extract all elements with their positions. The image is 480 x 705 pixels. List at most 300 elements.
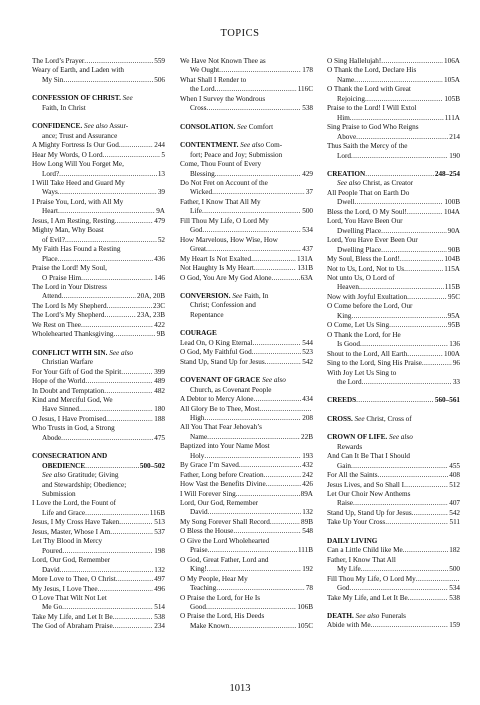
entry-title: Take Up Your Cross — [327, 518, 386, 527]
entry-title: Is Good — [337, 340, 360, 349]
entry-title: Abode — [42, 433, 62, 442]
index-entry — [327, 594, 460, 603]
dot-leader — [356, 396, 434, 405]
entry-title: O Come, Let Us Sing — [327, 321, 390, 330]
entry-page: 190 — [449, 151, 460, 160]
entry-page: 432 — [302, 461, 313, 470]
dot-leader — [113, 622, 154, 631]
index-entry-line: All People That on Earth Do — [327, 188, 410, 197]
index-entry — [180, 274, 313, 283]
dot-leader — [351, 152, 448, 161]
index-entry — [327, 57, 460, 66]
index-entry — [180, 546, 313, 555]
dot-leader — [351, 462, 448, 471]
entry-title: Raise — [337, 499, 353, 508]
dot-leader — [381, 227, 446, 236]
index-entry — [180, 104, 313, 113]
entry-title: My Song Forever Shall Record — [180, 517, 270, 526]
entry-title: Lead On, O King Eternal — [180, 338, 253, 347]
dot-leader — [362, 378, 452, 387]
index-entry — [32, 170, 165, 179]
entry-page: 512 — [449, 480, 460, 489]
dot-leader — [204, 452, 301, 461]
dot-leader — [365, 170, 434, 179]
entry-page: 537 — [154, 527, 165, 536]
dot-leader — [408, 594, 448, 603]
entry-page: 534 — [449, 584, 460, 593]
spacer — [327, 161, 460, 170]
index-entry-line: Lord, Our God, Remember — [180, 499, 259, 508]
index-entry — [180, 490, 313, 499]
entry-page: 496 — [154, 584, 165, 593]
dot-leader — [206, 245, 301, 254]
index-entry-line: When I Survey the Wondrous — [180, 94, 266, 103]
index-entry-line: Let Thy Blood in Mercy — [32, 537, 103, 546]
index-entry — [180, 339, 313, 348]
index-entry — [327, 114, 460, 123]
dot-leader — [378, 471, 449, 480]
entry-title: How Vast the Benefits Divine — [180, 480, 266, 489]
dot-leader — [119, 141, 153, 150]
index-entry — [327, 95, 460, 104]
entry-page: 538 — [302, 104, 313, 113]
dot-leader — [104, 387, 153, 396]
topic-heading-label: COVENANT OF GRACE — [180, 376, 261, 385]
entry-title: Father, Long before Creation — [180, 470, 264, 479]
dot-leader — [85, 509, 149, 518]
index-entry — [327, 499, 460, 508]
index-entry — [32, 547, 165, 556]
entry-title: The God of Abraham Praise — [32, 622, 113, 631]
index-entry-line: O Love That Wilt Not Let — [32, 594, 107, 603]
index-entry — [32, 566, 165, 575]
topic-heading — [180, 376, 313, 385]
dot-leader — [204, 414, 301, 423]
entry-title: Stand Up, Stand Up for Jesus — [180, 357, 265, 366]
entry-page: 544 — [302, 338, 313, 347]
index-entry — [32, 575, 165, 584]
index-entry — [180, 508, 313, 517]
entry-title: Heart — [42, 207, 58, 216]
topic-heading-label: DAILY LIVING — [327, 536, 378, 545]
dot-leader — [233, 527, 301, 536]
entry-title: My Heart Is Not Exalted — [180, 254, 252, 263]
entry-title: Not to Us, Lord, Not to Us — [327, 264, 405, 273]
index-entry — [327, 255, 460, 264]
entry-title: God — [337, 584, 350, 593]
index-entry-line: I Praise You, Lord, with All My — [32, 197, 124, 206]
dot-leader — [202, 207, 301, 216]
index-entry-line: How Marvelous, How Wise, How — [180, 235, 278, 244]
entry-title: Gain — [337, 461, 351, 470]
index-entry — [327, 509, 460, 518]
dot-leader — [350, 114, 444, 123]
dot-leader — [62, 292, 136, 301]
topic-heading — [180, 123, 313, 132]
topic-heading — [327, 433, 460, 442]
entry-title: By Grace I’m Saved — [180, 461, 239, 470]
entry-title: the Lord — [190, 85, 215, 94]
index-entry-line: Come, Thou Fount of Every — [180, 160, 262, 169]
entry-page: 146 — [154, 273, 165, 282]
topic-heading — [180, 292, 313, 301]
entry-title: O God, You Are My God Alone — [180, 273, 272, 282]
topic-heading — [180, 329, 313, 338]
see-also-label: See also — [387, 433, 413, 442]
entry-page: 214 — [449, 132, 460, 141]
index-entry-line: and Stewardship; Obedience; — [42, 480, 127, 489]
entry-title: Not Haughty Is My Heart — [180, 264, 254, 273]
cross-reference-line — [32, 471, 165, 480]
index-entry-line: O Thank the Lord with Great — [327, 85, 411, 94]
entry-title: Me Go — [42, 603, 63, 612]
index-entry-line: And Can It Be That I Should — [327, 452, 410, 461]
entry-page: 542 — [449, 508, 460, 517]
entry-title: Lord? — [42, 169, 60, 178]
topic-heading-label: CONFLICT WITH SIN. — [32, 348, 108, 357]
entry-page: 429 — [302, 169, 313, 178]
index-entry — [32, 217, 165, 226]
entry-page: 89B — [301, 517, 313, 526]
entry-page: 22B — [301, 432, 313, 441]
dot-leader — [416, 575, 459, 584]
index-entry — [32, 321, 165, 330]
index-entry — [32, 207, 165, 216]
index-entry-line: O Praise the Lord, for He Is — [180, 593, 261, 602]
topic-heading — [32, 349, 165, 358]
index-entry — [180, 85, 313, 94]
entry-title: King! — [190, 565, 207, 574]
index-entry — [32, 141, 165, 150]
entry-page: 559 — [154, 57, 165, 65]
entry-page: 538 — [449, 593, 460, 602]
entry-title: David — [42, 565, 60, 574]
dot-leader — [356, 133, 448, 142]
entry-page: 116B — [149, 508, 165, 517]
index-entry — [32, 405, 165, 414]
index-entry — [32, 274, 165, 283]
entry-title: Take My Life, and Let It Be — [32, 612, 113, 621]
entry-page: 13 — [157, 169, 165, 178]
dot-leader — [216, 584, 305, 593]
dot-leader — [385, 518, 448, 527]
dot-leader — [84, 57, 153, 66]
entry-title: O Sing Hallelujah! — [327, 57, 382, 65]
entry-page: 20A, 20B — [137, 292, 165, 301]
entry-page: 100B — [444, 198, 460, 207]
entry-title: For Your Gift of God the Spirit — [32, 367, 122, 376]
entry-title: Have Sinned — [42, 405, 79, 414]
entry-title: My Jesus, I Love Thee — [32, 584, 98, 593]
dot-leader — [404, 481, 448, 490]
index-entry — [327, 584, 460, 593]
entry-page: 105A — [444, 75, 460, 84]
see-also-label: See also — [42, 471, 66, 480]
dot-leader — [422, 359, 452, 368]
index-entry — [180, 264, 313, 273]
dot-leader — [62, 547, 153, 556]
dot-leader — [106, 415, 153, 424]
index-entry-line: Christ; Confession and — [190, 301, 256, 310]
index-entry-line: Baptized into Your Name Most — [180, 442, 270, 451]
spacer — [32, 85, 165, 94]
entry-page: 105C — [297, 621, 313, 630]
entry-page: 436 — [154, 254, 165, 263]
index-entry — [327, 198, 460, 207]
entry-page: 523 — [302, 348, 313, 357]
index-entry-line: Repentance — [190, 310, 224, 319]
index-entry-line: Not unto Us, O Lord of — [327, 273, 395, 282]
entry-page: 63A — [300, 273, 313, 282]
index-entry — [180, 66, 313, 75]
index-entry — [32, 311, 165, 320]
entry-title: Heaven — [337, 283, 359, 292]
index-entry — [180, 255, 313, 264]
index-entry — [327, 340, 460, 349]
entry-title: Holy — [190, 451, 205, 460]
index-entry — [32, 387, 165, 396]
cross-reference: Christ, Cross of — [364, 414, 412, 423]
entry-title: All Glory Be to Thee, Most — [180, 404, 260, 413]
entry-title: CREATION — [327, 169, 366, 178]
entry-page: 399 — [154, 367, 165, 376]
dot-leader — [264, 471, 302, 480]
index-column-2 — [180, 57, 313, 631]
entry-page: 37 — [305, 188, 313, 197]
entry-page: 479 — [154, 216, 165, 225]
index-entry — [180, 405, 313, 414]
entry-title: We Ought — [190, 66, 220, 75]
entry-page: 111A — [444, 113, 460, 122]
index-entry-line: Church, as Covenant People — [190, 385, 272, 394]
dot-leader — [403, 546, 449, 555]
dot-leader — [81, 321, 153, 330]
index-column-3 — [327, 57, 460, 631]
topic-heading — [327, 396, 460, 405]
index-entry-line: Submission — [42, 490, 76, 499]
entry-page: 407 — [449, 499, 460, 508]
entry-page: 159 — [449, 621, 460, 630]
dot-leader — [252, 348, 302, 357]
index-entry — [32, 255, 165, 264]
topic-heading — [32, 122, 165, 131]
dot-leader — [79, 405, 153, 414]
dot-leader — [407, 293, 447, 302]
entry-title: the Lord — [337, 377, 362, 386]
entry-page: 104B — [444, 255, 460, 264]
topic-heading-label: CONTENTMENT. — [180, 141, 239, 150]
index-entry-line: What Shall I Render to — [180, 75, 247, 84]
dot-leader — [98, 585, 154, 594]
entry-title: Can a Little Child like Me — [327, 546, 403, 555]
cross-reference: Christ, as Creator — [360, 179, 414, 188]
entry-title: The Lord’s Prayer — [32, 57, 85, 65]
entry-page: 208 — [302, 413, 313, 422]
spacer — [180, 114, 313, 123]
entry-page: 244 — [154, 141, 165, 150]
topic-heading-label: CONFESSION OF CHRIST. — [32, 94, 121, 103]
dot-leader — [229, 622, 296, 631]
entry-title: Dwelling Place — [337, 245, 382, 254]
index-entry — [180, 433, 313, 442]
entry-page: 115A — [444, 264, 460, 273]
spacer — [32, 113, 165, 122]
dot-leader — [207, 433, 300, 442]
spacer — [32, 443, 165, 452]
topic-heading — [327, 415, 460, 424]
index-entry-line: fort; Peace and Joy; Submission — [190, 150, 283, 159]
entry-page: 106B — [297, 603, 313, 612]
dot-leader — [219, 66, 301, 75]
spacer — [180, 283, 313, 292]
dot-leader — [58, 207, 155, 216]
entry-page: 111B — [297, 546, 313, 555]
index-entry — [327, 76, 460, 85]
dot-leader — [65, 236, 157, 245]
entry-title: God — [190, 226, 203, 235]
entry-page: 193 — [302, 451, 313, 460]
index-entry — [327, 378, 460, 387]
index-entry — [32, 434, 165, 443]
entry-title: Bless the Lord, O My Soul! — [327, 207, 407, 216]
entry-title: Rejoicing — [337, 94, 365, 103]
index-entry-line: Kind and Merciful God, We — [32, 395, 113, 404]
index-entry-line: I Will Take Heed and Guard My — [32, 178, 125, 187]
entry-title: Him — [337, 113, 350, 122]
dot-leader — [58, 188, 157, 197]
entry-title: Jesus, I Am Resting, Resting — [32, 216, 115, 225]
entry-page: 105B — [444, 94, 460, 103]
entry-title: Dwelling Place — [337, 226, 382, 235]
entry-title: Hope of the World — [32, 377, 86, 386]
dot-leader — [236, 490, 300, 499]
dot-leader — [349, 584, 448, 593]
entry-page: 482 — [154, 386, 165, 395]
dot-leader — [239, 461, 301, 470]
index-entry-line: Lord, Our God, Remember — [32, 556, 111, 565]
entry-title: We Rest on Thee — [32, 320, 81, 329]
entry-title: Ways — [42, 188, 58, 197]
index-entry — [327, 481, 460, 490]
topic-heading — [32, 94, 165, 103]
dot-leader — [389, 321, 447, 330]
entry-page: 500–502 — [139, 461, 165, 470]
index-column-1 — [32, 57, 165, 632]
index-entry — [327, 565, 460, 574]
index-entry-line: Do Not Fret on Account of the — [180, 178, 268, 187]
index-entry — [180, 584, 313, 593]
dot-leader — [206, 603, 296, 612]
entry-page: 52 — [157, 235, 165, 244]
index-entry — [32, 330, 165, 339]
entry-title: Blessing — [190, 169, 215, 178]
index-entry — [32, 292, 165, 301]
index-entry-line: Thus Saith the Mercy of the — [327, 142, 408, 151]
entry-page: 178 — [302, 66, 313, 75]
entry-page: 434 — [302, 395, 313, 404]
entry-page: 131A — [297, 254, 313, 263]
index-entry-line: Fill Thou My Life, O Lord My — [180, 216, 269, 225]
entry-title: O Bless the House — [180, 527, 234, 536]
dot-leader — [412, 509, 449, 518]
see-also-label: See — [230, 291, 243, 300]
index-entry — [327, 208, 460, 217]
spacer — [327, 528, 460, 537]
entry-title: A Debtor to Mercy Alone — [180, 395, 254, 404]
index-entry-line: Lord, You Have Been Our — [327, 217, 403, 226]
entry-title: Teaching — [190, 584, 217, 593]
topic-heading-label: CONSECRATION AND — [32, 452, 108, 461]
index-entry — [327, 462, 460, 471]
index-entry — [180, 565, 313, 574]
index-entry — [327, 283, 460, 292]
index-entry — [32, 57, 165, 66]
topic-heading-label: CROSS. — [327, 414, 353, 423]
dot-leader — [271, 274, 299, 283]
index-entry — [32, 518, 165, 527]
entry-title: A Mighty Fortress Is Our God — [32, 141, 119, 150]
index-entry — [327, 312, 460, 321]
entry-title: Hear My Words, O Lord — [32, 150, 103, 159]
index-entry — [327, 133, 460, 142]
entry-page: 188 — [154, 414, 165, 423]
index-entry-line: Christian Warfare — [42, 358, 93, 367]
entry-title: Name — [190, 432, 208, 441]
entry-page: 548 — [302, 527, 313, 536]
entry-title: Cross — [190, 104, 207, 113]
entry-title: O God, My Faithful God — [180, 348, 252, 357]
entry-page: 408 — [449, 471, 460, 480]
entry-page: 9B — [156, 330, 165, 339]
entry-page: 33 — [452, 377, 460, 386]
entry-title: Shout to the Lord, All Earth — [327, 349, 408, 358]
index-entry-line: I Love the Lord, the Fount of — [32, 499, 117, 508]
index-entry — [180, 358, 313, 367]
index-entry-line: O Thank the Lord, for He — [327, 330, 401, 339]
entry-page: 182 — [449, 546, 460, 555]
entry-title: Name — [337, 75, 355, 84]
entry-page: 248–254 — [434, 169, 460, 178]
dot-leader — [407, 350, 443, 359]
entry-page: 475 — [154, 433, 165, 442]
index-entry — [180, 414, 313, 423]
entry-page: 5 — [161, 150, 165, 159]
entry-page: 106A — [444, 57, 460, 65]
index-entry — [32, 622, 165, 631]
entry-title: O Jesus, I Have Promised — [32, 414, 107, 423]
entry-page: 542 — [302, 357, 313, 366]
see-also-label: See also — [353, 612, 380, 621]
index-entry-line: O Praise the Lord, His Deeds — [180, 612, 265, 621]
dot-leader — [208, 546, 297, 555]
dot-leader — [121, 368, 153, 377]
index-entry-line: Father, I Know That All My — [180, 197, 261, 206]
entry-title: The Lord’s My Shepherd — [32, 311, 105, 320]
entry-title: O Praise Him — [42, 273, 82, 282]
see-also-label: See also — [260, 376, 286, 385]
entry-page: 198 — [154, 546, 165, 555]
index-entry — [180, 518, 313, 527]
entry-page: 422 — [154, 320, 165, 329]
dot-leader — [359, 283, 444, 292]
entry-page: 513 — [154, 518, 165, 527]
entry-page: 489 — [154, 377, 165, 386]
entry-title: The Lord Is My Shepherd — [32, 301, 107, 310]
topic-heading — [327, 537, 460, 546]
dot-leader — [116, 575, 154, 584]
entry-title: Attend — [42, 292, 62, 301]
cross-reference: Funerals — [379, 612, 406, 621]
